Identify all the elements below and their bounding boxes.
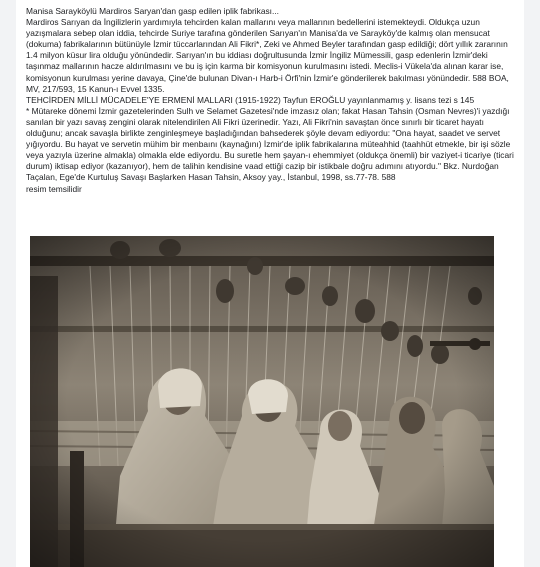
post-photo[interactable] [30,236,494,567]
post-title: Manisa Sarayköylü Mardiros Saryan'dan gasp edilen iplik fabrikası... [26,6,279,16]
post-paragraph-1: Mardiros Sarıyan da İngilizlerin yardımıyla tehcirden kalan mallarını veya mallarının bedellerini istemekteydi. Oldukça uzun yazışmalara sebep olan iddia, tehcirde Suriye tarafına gönderilen Sarıyan'ın Manisa'da ve Sarayköy'de kalmış olan mensucat (dokuma) fabrikalarının bütünüyle İzmir tüccarlarından Ali Fikri*, Zeki ve Ahmed Beyler tarafından gasp edildiği; dört yıllık zararının 1.4 milyon küsur lira olduğu yönündedir. Sarıyan'ın bu iddiası doğrultusunda İzmir İngiliz Mümessili, gasp edenlerin İzmir'deki taşınmaz mallarının hacze aldırılmasını ve bu iş için karma bir komisyonun kurulmasını istedi. Meclis-i Vükela'da alınan karar ise, komisyonun kurulması yerine davaya, Çine'de bulunan Divan-ı Harb-i Örfi'nin İzmir'e gönderilerek bakılması yönündedir. 588 BOA, MV, 217/593, 15 Kanun-ı Evvel 1335. [26,17,509,94]
post-body [26,6,518,195]
post-paragraph-2: TEHCİRDEN MİLLİ MÜCADELE'YE ERMENİ MALLARI (1915-1922) Tayfun EROĞLU yayınlanmamış y. lisans tezi s 145 [26,94,475,105]
historic-photo-women-weaving [30,236,494,567]
post-paragraph-3: * Mütareke dönemi İzmir gazetelerinden Sulh ve Selamet Gazetesi'nde imzasız olan; fakat Hasan Tahsin (Osman Nevres)'i yazdığı sanılan bir yazı savaş zengini olarak nitelendirilen Ali Fikri üzerinedir. Yazı, Ali Fikri'nin savaştan önce sınırlı bir ticaret hayatı olduğunu; ancak savaşla birlikte zenginleşmeye başladığından bahsederek şöyle devam ediyordu: "Ona hayat, saadet ve servet yığıyordu. Bu hayat ve servetin mühim bir menbaını (kaynağını) İzmir'de iplik fabrikalarına müteahhid (taahhüt etmekle, bir işi sözle veya yazıyla üzerine almakla) olmakla elde ediyordu. Bu suretle hem şayan-ı ehemmiyet (oldukça önemli) bir vaziyet-i ticariye (ticari durum) iktisap ediyor (kazanıyor), hem de talihin kendisine vaad ettiği cazip bir istikbale doğru adımını atıyordu." Bkz. Nurdoğan Taçalan, Ege'de Kurtuluş Savaşı Başlarken Hasan Tahsin, Aksoy yay., İstanbul, 1998, ss.77-78. 588 [26,105,514,183]
post-caption: resim temsilidir [26,183,82,194]
